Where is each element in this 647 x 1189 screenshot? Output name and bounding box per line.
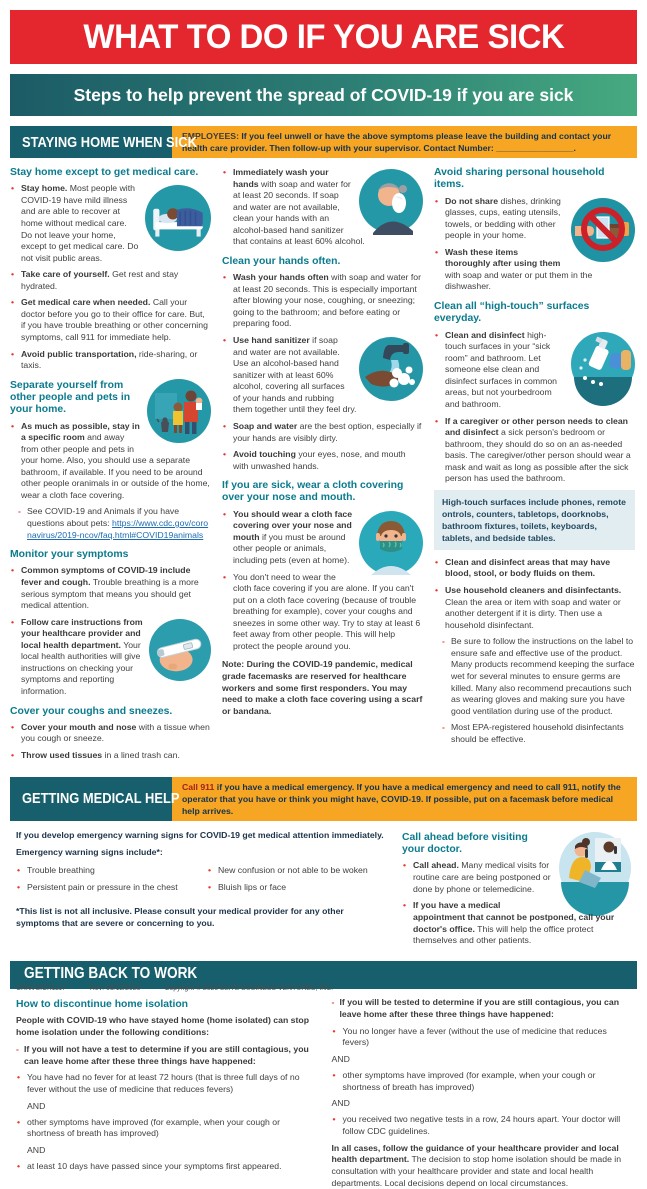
medical-help-columns	[10, 830, 637, 953]
list-item: • You no longer have a fever (without the use of medicine that reduces fevers)	[332, 1026, 632, 1049]
final-guidance: In all cases, follow the guidance of your healthcare provider and local health department. The decision to stop home isolation should be made in consultation with your healthcare provider and state and local health departments. Local decisions depend on local circumstances.	[331, 1142, 622, 1188]
no-test-list	[16, 1072, 316, 1095]
blowing-nose-icon	[359, 169, 423, 233]
list-item: • Common symptoms of COVID-19 include fever and cough. Trouble breathing is a more serious symptom that means you should get medical attention.	[10, 565, 211, 611]
separate-list	[10, 421, 211, 502]
wash-immediately-list	[222, 167, 423, 248]
copyright-text: Copyright © 2020 ELITE BUSINESS VENTURES, INC.	[164, 985, 334, 992]
warning-signs-list	[16, 865, 384, 898]
list-item: • Clean and disinfect areas that may have blood, stool, or body fluids on them.	[434, 557, 635, 580]
and-connector: AND	[331, 1054, 350, 1065]
list-item: • Soap and water are the best option, especially if your hands are visibly dirty.	[222, 421, 423, 444]
tested-condition: - If you will be tested to determine if you are still contagious, you can leave home after these three things have happened:	[332, 997, 632, 1020]
pets-note: - See COVID-19 and Animals if you have questions about pets: https://www.cdc.gov/coronavirus/2019-ncov/faq.html#COVID19animals	[10, 506, 211, 541]
and-connector: AND	[331, 1098, 350, 1109]
back-to-work-columns	[10, 997, 637, 1189]
heading-stay-home: Stay home except to get medical care.	[10, 167, 199, 178]
clean-hands-list	[222, 272, 423, 472]
column-3	[434, 165, 635, 767]
signs-footnote: *This list is not all inclusive. Please consult your medical provider for any other symptoms that are severe or concerning to you.	[16, 906, 344, 929]
heading-call-ahead: Call ahead before visiting your doctor.	[402, 831, 528, 855]
person-in-bed-icon	[145, 185, 211, 251]
list-item: • Wash your hands often with soap and water for at least 20 seconds. This is especially important after blowing your nose, coughing, or sneezing; going to the bathroom; and before eating or preparing food.	[222, 272, 423, 330]
no-test-column	[16, 997, 316, 1189]
list-item: • Avoid touching your eyes, nose, and mouth with unwashed hands.	[222, 449, 423, 472]
list-item: • Use household cleaners and disinfectants. Clean the area or item with soap and water or another detergent if it is dirty. Then use a household disinfectant.	[434, 585, 635, 631]
page-title: WHAT TO DO IF YOU ARE SICK	[83, 17, 564, 56]
section-header-back-to-work: GETTING BACK TO WORK	[10, 961, 637, 989]
title-banner	[10, 10, 637, 64]
high-touch-list	[434, 330, 635, 485]
section-header-medical-help: GETTING MEDICAL HELP	[10, 777, 172, 821]
warning-sign-item: • Trouble breathing	[16, 865, 201, 877]
call-911-notice	[172, 777, 637, 821]
employees-lead: EMPLOYEES:	[182, 131, 239, 141]
tested-list	[332, 1070, 632, 1093]
list-item: • Cover your mouth and nose with a tissue when you cough or sneeze.	[10, 722, 211, 745]
and-connector: AND	[27, 1100, 46, 1111]
list-item: • at least 10 days have passed since your symptoms first appeared.	[16, 1161, 316, 1173]
heading-avoid-sharing: Avoid sharing personal household items.	[434, 167, 605, 191]
list-item: • Throw used tissues in a lined trash can.	[10, 750, 211, 762]
heading-clean-hands: Clean your hands often.	[222, 255, 341, 267]
document-code: CRNVSICK1117	[16, 985, 66, 992]
employees-notice	[172, 126, 637, 158]
tested-column	[332, 997, 632, 1189]
heading-wear-cloth-covering: If you are sick, wear a cloth covering over your nose and mouth.	[222, 480, 404, 504]
emergency-intro: If you develop emergency warning signs for COVID-19 get medical attention immediately.	[16, 829, 384, 840]
warning-signs-label: Emergency warning signs include*:	[16, 847, 163, 858]
and-connector: AND	[27, 1145, 46, 1156]
warning-sign-item: • Bluish lips or face	[207, 882, 384, 894]
tested-list	[332, 1026, 632, 1049]
list-item: • Immediately wash your hands with soap and water for at least 20 seconds. If soap and water are not available, clean your hands with an alcohol-based hand sanitizer that contains at least 60% alcohol.	[222, 167, 423, 248]
warning-sign-item: • Persistent pain or pressure in the chest	[16, 882, 201, 894]
list-item: • Do not share dishes, drinking glasses, cups, eating utensils, towels, or bedding with other people in your home.	[434, 196, 635, 242]
tested-list	[332, 1114, 632, 1137]
no-test-condition: - If you will not have a test to determine if you are still contagious, you can leave home after these three things have happened:	[16, 1044, 316, 1067]
hand-washing-icon	[359, 337, 423, 401]
disinfectant-instructions-note: - Be sure to follow the instructions on the label to ensure safe and effective use of the product. Many products recommend keeping the surface wet for several minutes to ensure germs are killed. Many also recommend precautions such as wearing gloves and making sure you have good ventilation during use of the product.	[434, 636, 635, 717]
facemask-note: Note: During the COVID-19 pandemic, medical grade facemasks are reserved for healthcare workers and some first responders. You may need to make a cloth face covering using a scarf or bandana.	[222, 659, 423, 716]
emergency-signs-column	[16, 830, 384, 953]
column-2	[222, 165, 423, 767]
heading-cover-coughs: Cover your coughs and sneezes.	[10, 705, 173, 717]
epa-disinfectants-note: - Most EPA-registered household disinfectants should be effective.	[434, 722, 635, 745]
footer	[16, 985, 333, 992]
disinfect-spray-icon	[571, 332, 635, 396]
employees-text: If you feel unwell or have the above symptoms please leave the building and contact your health care provider. Then follow-up with your supervisor. Contact Number: ________________.	[182, 131, 612, 153]
list-item: • you received two negative tests in a row, 24 hours apart. Your doctor will follow CDC guidelines.	[332, 1114, 632, 1137]
list-item: • As much as possible, stay in a specific room and away from other people and pets in your home. Also, you should use a separate bathroom, if available. If you need to be around other people oranimals in or outside of the home, wear a cloth face covering.	[10, 421, 211, 502]
list-item: • You don't need to wear the cloth face covering if you are alone. If you can't put on a cloth face covering (because of trouble breathing for example), cover your coughs and sneezes in some other way. Try to stay at least 6 feet away from other people. This will help protect the people around you.	[222, 572, 423, 653]
face-mask-icon	[359, 511, 423, 575]
page-subtitle: Steps to help prevent the spread of COVID-19 if you are sick	[73, 84, 574, 105]
list-item: • You have had no fever for at least 72 hours (that is three full days of no fever without the use of medicine that reduces fevers)	[16, 1072, 316, 1095]
monitor-list	[10, 565, 211, 697]
subtitle-banner	[10, 74, 637, 116]
mask-list	[222, 509, 423, 653]
staying-home-header-row	[10, 126, 637, 158]
heading-monitor-symptoms: Monitor your symptoms	[10, 549, 129, 561]
staying-home-columns	[10, 165, 637, 767]
medical-help-header-row	[10, 777, 637, 821]
list-item: • other symptoms have improved (for example, when your cough or shortness of breath has improved)	[16, 1117, 316, 1140]
high-touch-surfaces-box: High-touch surfaces include phones, remote ontrols, counters, tabletops, doorknobs, bathroom fixtures, toilets, keyboards, tablets, and bedside tables.	[434, 490, 635, 550]
call-ahead-column	[402, 830, 631, 953]
thermometer-icon	[149, 619, 211, 681]
list-item: • Follow care instructions from your healthcare provider and local health department. Your local health authorities will give instructions on checking your symptoms and reporting information.	[10, 617, 211, 698]
revision-date: Rev: 05/12/2020	[89, 985, 141, 992]
list-item: • Wash these items thoroughly after using them with soap and water or put them in the dishwasher.	[434, 247, 635, 293]
cdc-animals-link[interactable]: https://www.cdc.gov/coronavirus/2019-ncov/faq.html#COVID19animals	[27, 518, 209, 540]
list-item: • Use hand sanitizer if soap and water are not available. Use an alcohol-based hand sanitizer with at least 60% alcohol, covering all surfaces of your hands and rubbing them together until they feel dry.	[222, 335, 423, 416]
section-header-staying-home: STAYING HOME WHEN SICK	[10, 126, 172, 158]
list-item: • If you have a medical appointment that cannot be postponed, call your doctor's office. This will help the office protect themselves and other patients.	[402, 900, 631, 947]
list-item: • Get medical care when needed. Call your doctor before you go to their office for care. But, if you have trouble breathing or other concerning symptoms, call 911 for immediate help.	[10, 297, 211, 343]
list-item: • Stay home. Most people with COVID-19 have mild illness and are able to recover at home without medical care. Do not leave your home, except to get medical care. Do not visit public areas.	[10, 183, 211, 264]
heading-high-touch: Clean all “high-touch” surfaces everyday.	[434, 301, 590, 325]
column-1	[10, 165, 211, 767]
isolation-intro: People with COVID-19 who have stayed home (home isolated) can stop home isolation under the following conditions:	[16, 1015, 310, 1038]
no-test-list	[16, 1161, 316, 1173]
list-item: • Avoid public transportation, ride-sharing, or taxis.	[10, 349, 211, 372]
call-ahead-list	[402, 860, 631, 947]
avoid-sharing-list	[434, 196, 635, 294]
list-item: • Clean and disinfect high-touch surfaces in your “sick room” and bathroom. Let someone else clean and disinfect surfaces in common areas, but not yourbedroom and bathroom.	[434, 330, 635, 411]
call-911-lead: Call 911	[182, 781, 215, 792]
disinfect-list	[434, 557, 635, 631]
heading-separate-yourself: Separate yourself from other people and pets in your home.	[10, 379, 131, 416]
list-item: • If a caregiver or other person needs to clean and disinfect a sick person's bedroom or bathroom, they should do so on an as-needed basis. The caregiver/other person should wear a mask and wait as long as possible after the sick person has used the bathroom.	[434, 416, 635, 485]
cover-list	[10, 722, 211, 762]
no-test-list	[16, 1117, 316, 1140]
list-item: • other symptoms have improved (for example, when your cough or shortness of breath has improved)	[332, 1070, 632, 1093]
list-item: • You should wear a cloth face covering over your nose and mouth if you must be around other people or animals, including pets (even at home).	[222, 509, 423, 567]
warning-sign-item: • New confusion or not able to be woken	[207, 865, 384, 877]
heading-discontinue-isolation: How to discontinue home isolation	[16, 999, 189, 1011]
list-item: • Take care of yourself. Get rest and stay hydrated.	[10, 269, 211, 292]
stay-home-list	[10, 183, 211, 371]
list-item: • Call ahead. Many medical visits for routine care are being postponed or done by phone or telemedicine.	[402, 860, 631, 895]
call-911-text: if you have a medical emergency. If you have a medical emergency and need to call 911, notify the operator that you have or think you might have, COVID-19. If possible, put on a facemask before medical help arrives.	[182, 781, 621, 816]
